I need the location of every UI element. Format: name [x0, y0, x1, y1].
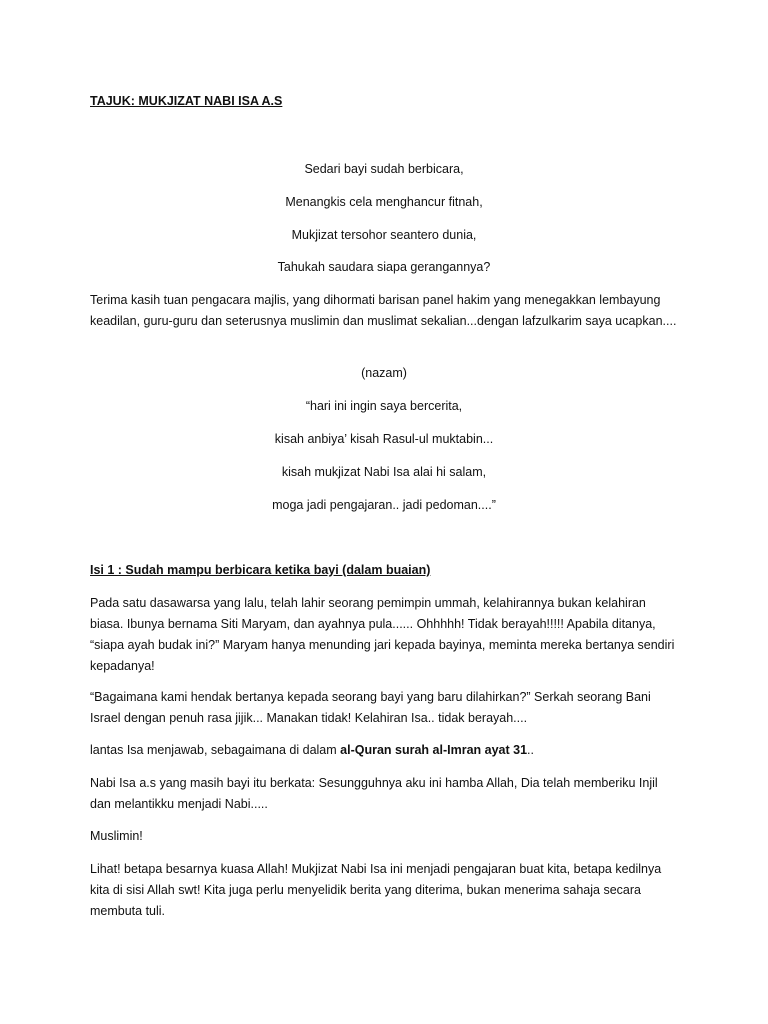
story-paragraph-6: Lihat! betapa besarnya kuasa Allah! Mukjizat Nabi Isa ini menjadi pengajaran buat kita, betapa kedilnya kita di sisi Allah swt! Kita juga perlu menyelidik berita yang diterima, bukan menerima sahaja secara membuta tuli.: [90, 862, 662, 918]
story-paragraph-1: Pada satu dasawarsa yang lalu, telah lahir seorang pemimpin ummah, kelahirannya bukan kelahiran biasa. Ibunya bernama Siti Maryam, dan ayahnya pula...... Ohhhhh! Tidak berayah!!!!! Apabila ditanya, “siapa ayah budak ini?” Maryam hanya menunding jari kepada bayinya, meminta mereka bertanya sendiri kepadanya!: [90, 596, 675, 673]
story-paragraph-3: [90, 740, 680, 761]
story-paragraph-2: “Bagaimana kami hendak bertanya kepada seorang bayi yang baru dilahirkan?” Serkah seorang Bani Israel dengan penuh rasa jijik... Manakan tidak! Kelahiran Isa.. tidak berayah....: [90, 690, 651, 725]
nazam-verse-line-3: kisah mukjizat Nabi Isa alai hi salam,: [281, 465, 487, 479]
nazam-label: (nazam): [361, 366, 407, 380]
opening-verse-line-1: Sedari bayi sudah berbicara,: [304, 162, 464, 176]
document-title: TAJUK: MUKJIZAT NABI ISA A.S: [90, 94, 283, 108]
opening-verse-line-3: Mukjizat tersohor seantero dunia,: [291, 228, 477, 242]
opening-verse-line-2: Menangkis cela menghancur fitnah,: [285, 195, 483, 209]
nazam-verse-line-2: kisah anbiya’ kisah Rasul-ul muktabin...: [274, 432, 494, 446]
quran-reference: al-Quran surah al-Imran ayat 31: [340, 743, 528, 757]
paragraph-3-text-start: lantas Isa menjawab, sebagaimana di dalam: [90, 743, 341, 757]
nazam-verse-line-4: moga jadi pengajaran.. jadi pedoman....”: [272, 498, 496, 512]
story-paragraph-4: Nabi Isa a.s yang masih bayi itu berkata: Sesungguhnya aku ini hamba Allah, Dia telah memberiku Injil dan melantikku menjadi Nabi.....: [90, 776, 658, 811]
section-heading: Isi 1 : Sudah mampu berbicara ketika bayi (dalam buaian): [90, 563, 431, 577]
story-paragraph-5: Muslimin!: [90, 829, 143, 843]
greeting-paragraph: Terima kasih tuan pengacara majlis, yang dihormati barisan panel hakim yang menegakkan lembayung keadilan, guru-guru dan seterusnya muslimin dan muslimat sekalian...dengan lafzulkarim saya ucapkan....: [90, 293, 677, 328]
nazam-verse-line-1: “hari ini ingin saya bercerita,: [305, 399, 463, 413]
opening-verse-line-4: Tahukah saudara siapa gerangannya?: [277, 260, 491, 274]
paragraph-3-text-end: ..: [527, 743, 534, 757]
